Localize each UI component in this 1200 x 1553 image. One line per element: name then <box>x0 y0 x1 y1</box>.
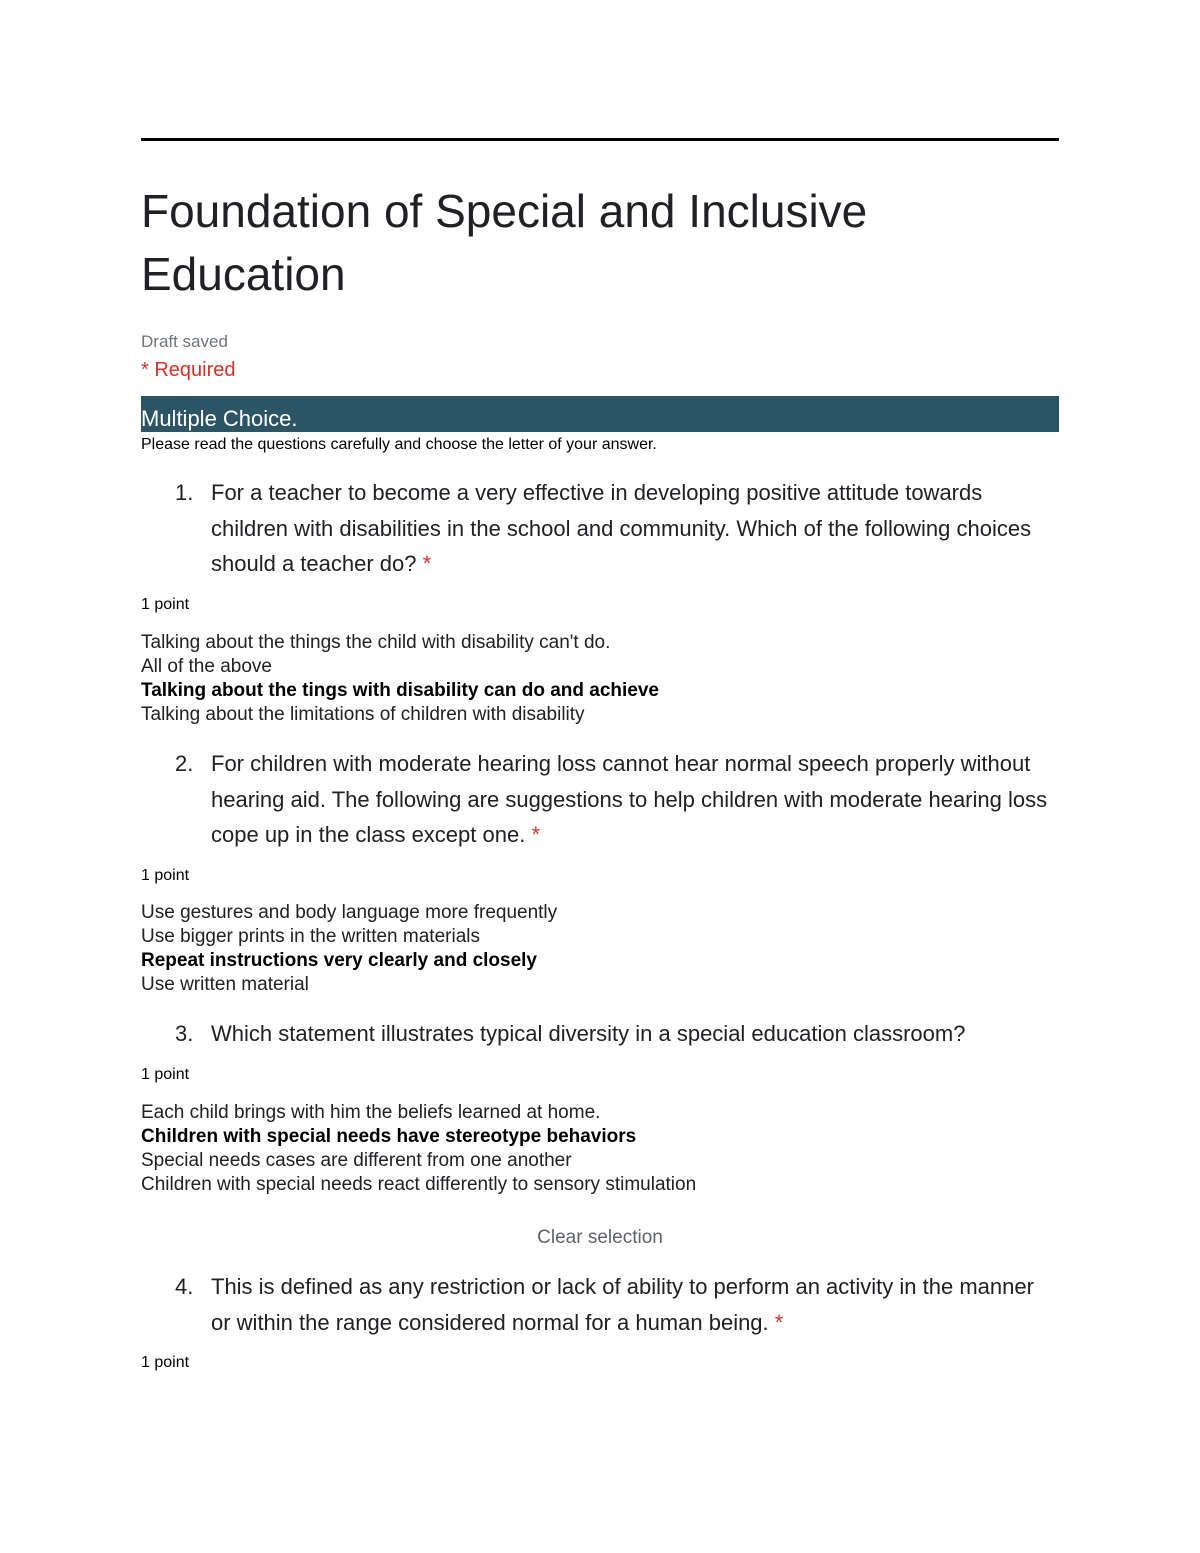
question-number: 1. <box>175 480 194 505</box>
option[interactable]: Talking about the limitations of children with disability <box>141 704 585 725</box>
question-text: Which statement illustrates typical diversity in a special education classroom? <box>211 1021 966 1046</box>
form-title: Foundation of Special and Inclusive Education <box>141 185 868 300</box>
question-number: 3. <box>175 1021 194 1046</box>
question-4-points: 1 point <box>141 1354 190 1371</box>
option[interactable]: Each child brings with him the beliefs learned at home. <box>141 1102 601 1123</box>
option[interactable]: Talking about the things the child with disability can't do. <box>141 632 611 653</box>
question-2-options <box>141 901 1059 997</box>
question-2-points: 1 point <box>141 867 190 884</box>
section-description: Please read the questions carefully and choose the letter of your answer. <box>141 436 657 453</box>
question-text: For a teacher to become a very effective in developing positive attitude towards children with disabilities in the school and community. Which of the following choices should a teacher do? * <box>211 480 1032 576</box>
option-selected[interactable]: Repeat instructions very clearly and closely <box>141 950 538 971</box>
option[interactable]: Special needs cases are different from one another <box>141 1150 572 1171</box>
section-title: Multiple Choice. <box>141 406 298 431</box>
question-1-points: 1 point <box>141 596 190 613</box>
option[interactable]: Use bigger prints in the written materials <box>141 926 480 947</box>
clear-selection-button[interactable]: Clear selection <box>537 1227 663 1248</box>
required-star: * <box>422 551 432 576</box>
top-divider <box>141 138 1059 141</box>
option[interactable]: All of the above <box>141 656 272 677</box>
option-selected[interactable]: Talking about the tings with disability can do and achieve <box>141 680 660 701</box>
question-number: 2. <box>175 751 194 776</box>
required-note: * Required <box>141 359 236 381</box>
question-3-options <box>141 1101 1059 1197</box>
question-3-points: 1 point <box>141 1066 190 1083</box>
question-number: 4. <box>175 1274 194 1299</box>
question-text: This is defined as any restriction or lack of ability to perform an activity in the manner or within the range considered normal for a human being. * <box>211 1274 1034 1335</box>
question-text: For children with moderate hearing loss cannot hear normal speech properly without hearing aid. The following are suggestions to help children with moderate hearing loss cope up in the class except one. * <box>211 751 1048 847</box>
option[interactable]: Children with special needs react differently to sensory stimulation <box>141 1174 697 1195</box>
option[interactable]: Use written material <box>141 974 309 995</box>
option-selected[interactable]: Children with special needs have stereotype behaviors <box>141 1126 637 1147</box>
option[interactable]: Use gestures and body language more frequently <box>141 902 558 923</box>
question-1-options <box>141 631 1059 727</box>
draft-status: Draft saved <box>141 332 228 351</box>
required-star: * <box>531 822 541 847</box>
required-star: * <box>774 1309 784 1335</box>
